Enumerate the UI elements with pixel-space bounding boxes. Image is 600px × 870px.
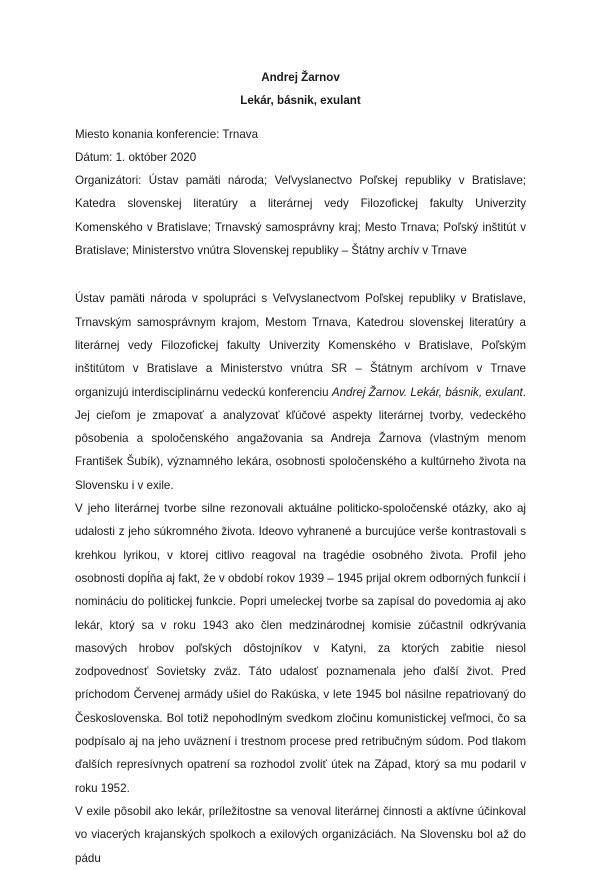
intro-text-start: Ústav pamäti národa v spolupráci s Veľvyslanectvom Poľskej republiky v Bratislave, Trnavským samosprávnym krajom, Mestom Trnava, Katedrou slovenskej literatúry a literárnej vedy Filozofickej fakulty Univerzity Komenského v Bratislave, Poľským inštitútom v Bratislave a Ministerstvo vnútra SR – Štátnym archívom v Trnave organizujú interdisciplinárnu vedeckú konferenciu — [75, 292, 526, 399]
paragraph-life: V jeho literárnej tvorbe silne rezonovali aktuálne politicko-spoločenské otázky, ako aj udalosti z jeho súkromného života. Ideovo vyhranené a burcujúce verše kontrastovali s krehkou lyrikou, v ktorej citlivo reagoval na tragédie osobného života. Profil jeho osobnosti dopĺňa aj fakt, že v období rokov 1939 – 1945 prijal okrem odborných funkcií i nomináciu do politickej funkcie. Popri umeleckej tvorbe sa zapísal do povedomia aj ako lekár, ktorý sa v roku 1943 ako člen medzinárodnej komisie zúčastnil odkrývania masových hrobov poľských dôstojníkov v Katyni, za ktorých zabitie niesol zodpovednosť Sovietsky zväz. Táto udalosť poznamenala jeho ďalší život. Pred príchodom Červenej armády ušiel do Rakúska, v lete 1945 bol násilne repatriovaný do Československa. Bol totiž nepohodlným svedkom zločinu komunistickej veľmoci, čo sa podpísalo aj na jeho uväznení i trestnom procese pred retribučným súdom. Pod tlakom ďalších represívnych opatrení sa rozhodol zvoliť útek na Západ, ktorý sa mu podaril v roku 1952. — [75, 502, 526, 795]
conference-title-italic: Andrej Žarnov. Lekár, básnik, exulant — [331, 385, 523, 399]
document-body — [75, 287, 526, 869]
intro-paragraph — [75, 287, 526, 497]
paragraph-exile: V exile pôsobil ako lekár, príležitostne sa venoval literárnej činnosti a aktívne účinkoval vo viacerých krajanských spolkoch a exilových organizáciách. Na Slovensku bol až do pádu — [75, 804, 526, 865]
venue-line: Miesto konania konferencie: Trnava — [75, 127, 259, 141]
document-subtitle: Lekár, básnik, exulant — [240, 94, 361, 108]
title-block — [75, 66, 526, 113]
section-spacer — [75, 262, 526, 287]
date-line: Dátum: 1. október 2020 — [75, 150, 197, 164]
organizers-line: Organizátori: Ústav pamäti národa; Veľvyslanectvo Poľskej republiky v Bratislave; Katedra slovenskej literatúry a literárnej vedy Filozofickej fakulty Univerzity Komenského v Bratislave; Trnavský samosprávny kraj; Mesto Trnava; Poľský inštitút v Bratislave; Ministerstvo vnútra Slovenskej republiky – Štátny archív v Trnave — [75, 174, 526, 258]
document-title: Andrej Žarnov — [261, 71, 340, 84]
document-page — [75, 66, 526, 870]
conference-info — [75, 123, 526, 263]
intro-text-end: . Jej cieľom je zmapovať a analyzovať kľúčové aspekty literárnej tvorby, vedeckého pôsobenia a spoločenského angažovania sa Andreja Žarnova (vlastným menom František Šubík), významného lekára, osobnosti spoločenského a kultúrneho života na Slovensku i v exile. — [75, 385, 526, 492]
